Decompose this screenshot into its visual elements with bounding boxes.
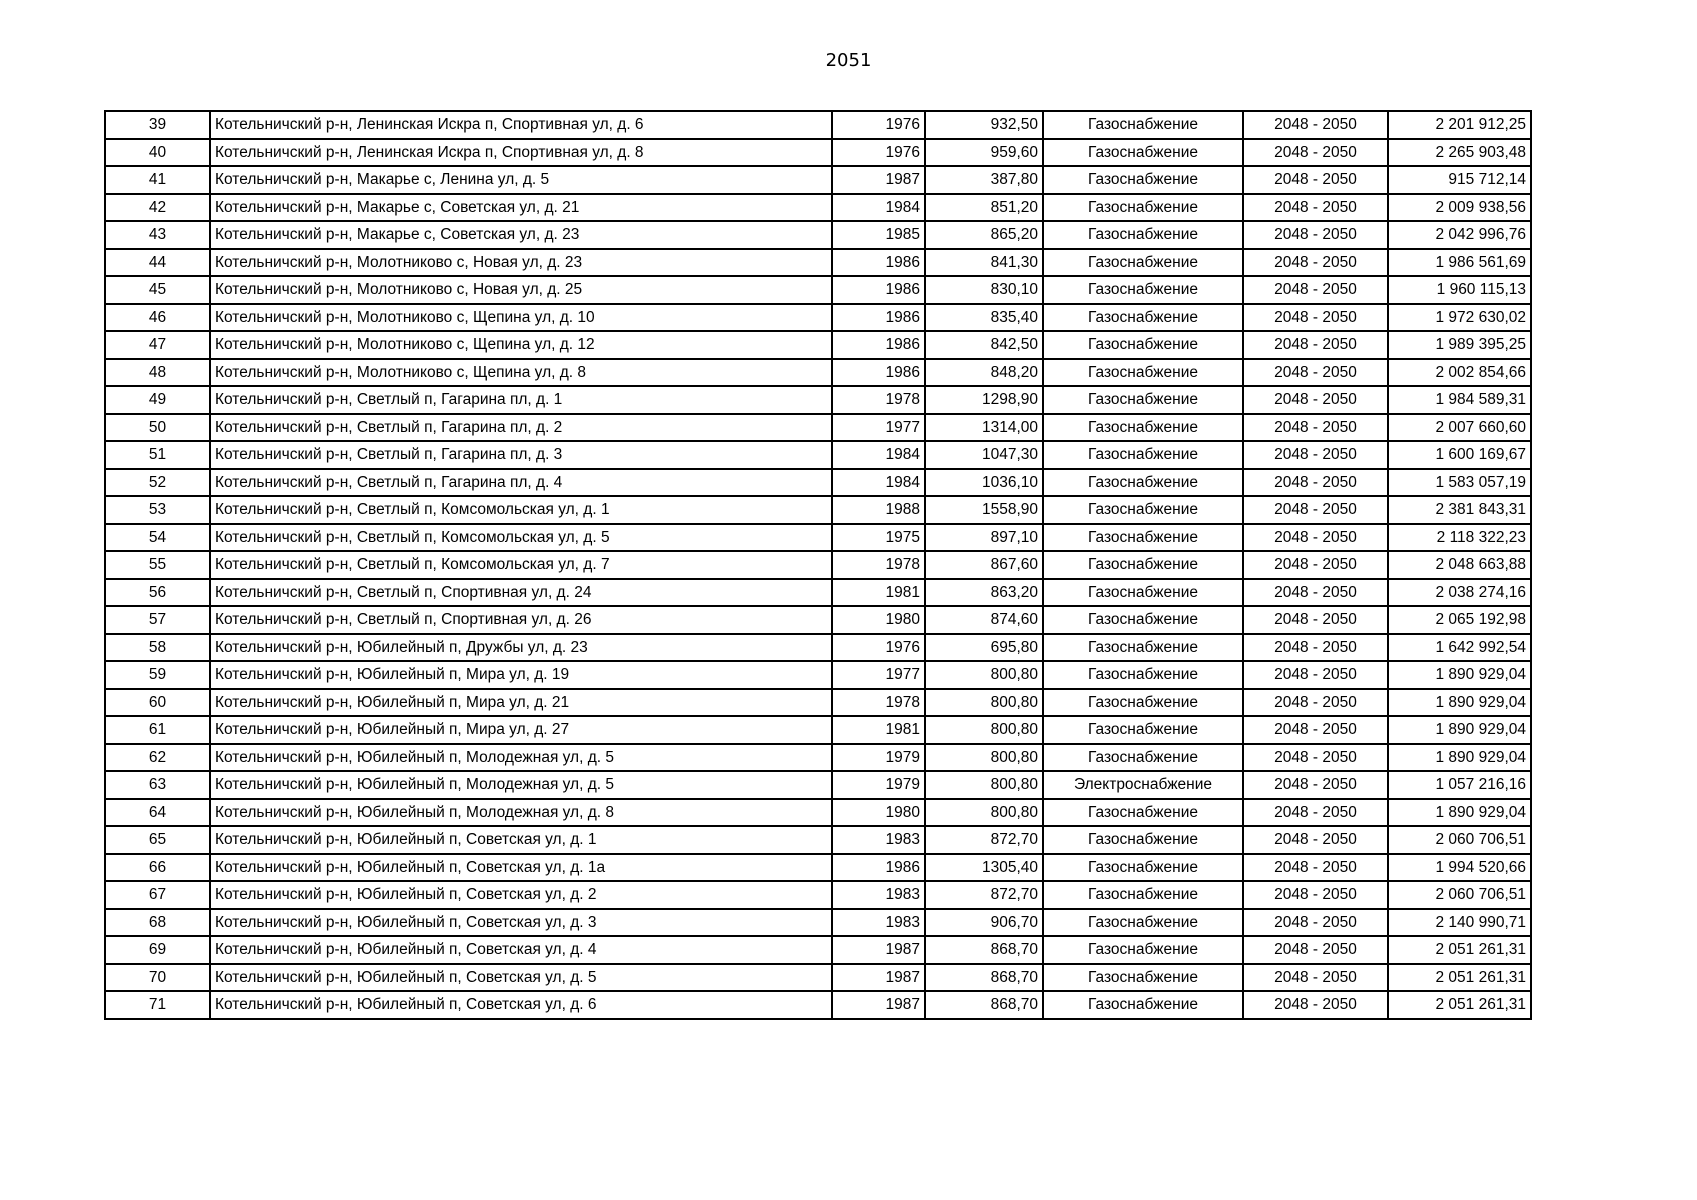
- period-cell: 2048 - 2050: [1243, 194, 1388, 222]
- cost-cell: 2 060 706,51: [1388, 881, 1531, 909]
- cost-cell: 1 890 929,04: [1388, 689, 1531, 717]
- year-cell: 1987: [832, 166, 925, 194]
- work-type-cell: Газоснабжение: [1043, 276, 1243, 304]
- work-type-cell: Газоснабжение: [1043, 991, 1243, 1019]
- address-cell: Котельничский р-н, Светлый п, Комсомольская ул, д. 5: [210, 524, 832, 552]
- period-cell: 2048 - 2050: [1243, 441, 1388, 469]
- year-cell: 1986: [832, 359, 925, 387]
- table-row: [105, 386, 1531, 414]
- row-number: 41: [105, 166, 210, 194]
- table-row: [105, 579, 1531, 607]
- row-number: 59: [105, 661, 210, 689]
- cost-cell: 1 057 216,16: [1388, 771, 1531, 799]
- period-cell: 2048 - 2050: [1243, 991, 1388, 1019]
- area-cell: 800,80: [925, 744, 1043, 772]
- cost-cell: 2 007 660,60: [1388, 414, 1531, 442]
- work-type-cell: Газоснабжение: [1043, 964, 1243, 992]
- area-cell: 835,40: [925, 304, 1043, 332]
- table-row: [105, 771, 1531, 799]
- table-row: [105, 964, 1531, 992]
- address-cell: Котельничский р-н, Молотниково с, Щепина ул, д. 8: [210, 359, 832, 387]
- year-cell: 1980: [832, 606, 925, 634]
- period-cell: 2048 - 2050: [1243, 634, 1388, 662]
- row-number: 56: [105, 579, 210, 607]
- row-number: 64: [105, 799, 210, 827]
- work-type-cell: Электроснабжение: [1043, 771, 1243, 799]
- area-cell: 800,80: [925, 661, 1043, 689]
- address-cell: Котельничский р-н, Юбилейный п, Мира ул, д. 19: [210, 661, 832, 689]
- area-cell: 865,20: [925, 221, 1043, 249]
- address-cell: Котельничский р-н, Молотниково с, Щепина ул, д. 10: [210, 304, 832, 332]
- work-type-cell: Газоснабжение: [1043, 909, 1243, 937]
- table-row: [105, 936, 1531, 964]
- row-number: 47: [105, 331, 210, 359]
- row-number: 66: [105, 854, 210, 882]
- work-type-cell: Газоснабжение: [1043, 661, 1243, 689]
- row-number: 44: [105, 249, 210, 277]
- year-cell: 1987: [832, 964, 925, 992]
- year-cell: 1983: [832, 881, 925, 909]
- address-cell: Котельничский р-н, Молотниково с, Щепина ул, д. 12: [210, 331, 832, 359]
- address-cell: Котельничский р-н, Светлый п, Комсомольская ул, д. 7: [210, 551, 832, 579]
- row-number: 52: [105, 469, 210, 497]
- year-cell: 1986: [832, 249, 925, 277]
- area-cell: 695,80: [925, 634, 1043, 662]
- period-cell: 2048 - 2050: [1243, 304, 1388, 332]
- cost-cell: 2 051 261,31: [1388, 936, 1531, 964]
- cost-cell: 1 583 057,19: [1388, 469, 1531, 497]
- table-row: [105, 304, 1531, 332]
- period-cell: 2048 - 2050: [1243, 166, 1388, 194]
- work-type-cell: Газоснабжение: [1043, 936, 1243, 964]
- row-number: 69: [105, 936, 210, 964]
- year-cell: 1978: [832, 551, 925, 579]
- page-number: 2051: [825, 50, 872, 71]
- work-type-cell: Газоснабжение: [1043, 166, 1243, 194]
- table-row: [105, 469, 1531, 497]
- cost-cell: 1 986 561,69: [1388, 249, 1531, 277]
- period-cell: 2048 - 2050: [1243, 331, 1388, 359]
- area-cell: 959,60: [925, 139, 1043, 167]
- period-cell: 2048 - 2050: [1243, 716, 1388, 744]
- area-cell: 868,70: [925, 991, 1043, 1019]
- address-cell: Котельничский р-н, Юбилейный п, Советская ул, д. 4: [210, 936, 832, 964]
- cost-cell: 915 712,14: [1388, 166, 1531, 194]
- table-row: [105, 331, 1531, 359]
- year-cell: 1986: [832, 854, 925, 882]
- address-cell: Котельничский р-н, Юбилейный п, Советская ул, д. 3: [210, 909, 832, 937]
- table-row: [105, 414, 1531, 442]
- year-cell: 1987: [832, 936, 925, 964]
- row-number: 53: [105, 496, 210, 524]
- address-cell: Котельничский р-н, Макарье с, Советская ул, д. 23: [210, 221, 832, 249]
- area-cell: 800,80: [925, 799, 1043, 827]
- address-cell: Котельничский р-н, Светлый п, Гагарина пл, д. 4: [210, 469, 832, 497]
- table-row: [105, 909, 1531, 937]
- work-type-cell: Газоснабжение: [1043, 826, 1243, 854]
- period-cell: 2048 - 2050: [1243, 469, 1388, 497]
- work-type-cell: Газоснабжение: [1043, 111, 1243, 139]
- cost-cell: 2 201 912,25: [1388, 111, 1531, 139]
- table-row: [105, 689, 1531, 717]
- period-cell: 2048 - 2050: [1243, 524, 1388, 552]
- period-cell: 2048 - 2050: [1243, 551, 1388, 579]
- table-row: [105, 441, 1531, 469]
- work-type-cell: Газоснабжение: [1043, 634, 1243, 662]
- row-number: 65: [105, 826, 210, 854]
- table-row: [105, 606, 1531, 634]
- area-cell: 872,70: [925, 881, 1043, 909]
- work-type-cell: Газоснабжение: [1043, 359, 1243, 387]
- address-cell: Котельничский р-н, Юбилейный п, Молодежная ул, д. 8: [210, 799, 832, 827]
- address-cell: Котельничский р-н, Светлый п, Гагарина пл, д. 1: [210, 386, 832, 414]
- address-cell: Котельничский р-н, Юбилейный п, Молодежная ул, д. 5: [210, 771, 832, 799]
- table-row: [105, 194, 1531, 222]
- cost-cell: 1 994 520,66: [1388, 854, 1531, 882]
- table-row: [105, 111, 1531, 139]
- row-number: 61: [105, 716, 210, 744]
- row-number: 57: [105, 606, 210, 634]
- table-row: [105, 661, 1531, 689]
- cost-cell: 1 972 630,02: [1388, 304, 1531, 332]
- cost-cell: 1 642 992,54: [1388, 634, 1531, 662]
- cost-cell: 1 890 929,04: [1388, 799, 1531, 827]
- work-type-cell: Газоснабжение: [1043, 881, 1243, 909]
- work-type-cell: Газоснабжение: [1043, 386, 1243, 414]
- address-cell: Котельничский р-н, Молотниково с, Новая ул, д. 25: [210, 276, 832, 304]
- address-cell: Котельничский р-н, Юбилейный п, Дружбы ул, д. 23: [210, 634, 832, 662]
- row-number: 48: [105, 359, 210, 387]
- work-type-cell: Газоснабжение: [1043, 689, 1243, 717]
- work-type-cell: Газоснабжение: [1043, 496, 1243, 524]
- period-cell: 2048 - 2050: [1243, 661, 1388, 689]
- period-cell: 2048 - 2050: [1243, 744, 1388, 772]
- table-row: [105, 276, 1531, 304]
- row-number: 68: [105, 909, 210, 937]
- period-cell: 2048 - 2050: [1243, 496, 1388, 524]
- period-cell: 2048 - 2050: [1243, 221, 1388, 249]
- period-cell: 2048 - 2050: [1243, 386, 1388, 414]
- work-type-cell: Газоснабжение: [1043, 551, 1243, 579]
- table-row: [105, 854, 1531, 882]
- period-cell: 2048 - 2050: [1243, 936, 1388, 964]
- cost-cell: 2 042 996,76: [1388, 221, 1531, 249]
- address-cell: Котельничский р-н, Юбилейный п, Советская ул, д. 1: [210, 826, 832, 854]
- area-cell: 906,70: [925, 909, 1043, 937]
- year-cell: 1984: [832, 441, 925, 469]
- row-number: 71: [105, 991, 210, 1019]
- address-cell: Котельничский р-н, Юбилейный п, Молодежная ул, д. 5: [210, 744, 832, 772]
- address-cell: Котельничский р-н, Юбилейный п, Мира ул, д. 27: [210, 716, 832, 744]
- year-cell: 1976: [832, 111, 925, 139]
- period-cell: 2048 - 2050: [1243, 826, 1388, 854]
- table-row: [105, 524, 1531, 552]
- cost-cell: 2 265 903,48: [1388, 139, 1531, 167]
- period-cell: 2048 - 2050: [1243, 689, 1388, 717]
- cost-cell: 2 038 274,16: [1388, 579, 1531, 607]
- table-row: [105, 826, 1531, 854]
- work-type-cell: Газоснабжение: [1043, 716, 1243, 744]
- table-row: [105, 496, 1531, 524]
- area-cell: 1314,00: [925, 414, 1043, 442]
- address-cell: Котельничский р-н, Светлый п, Комсомольская ул, д. 1: [210, 496, 832, 524]
- work-type-cell: Газоснабжение: [1043, 249, 1243, 277]
- work-type-cell: Газоснабжение: [1043, 469, 1243, 497]
- address-cell: Котельничский р-н, Юбилейный п, Советская ул, д. 2: [210, 881, 832, 909]
- row-number: 50: [105, 414, 210, 442]
- period-cell: 2048 - 2050: [1243, 414, 1388, 442]
- year-cell: 1986: [832, 304, 925, 332]
- work-type-cell: Газоснабжение: [1043, 441, 1243, 469]
- area-cell: 932,50: [925, 111, 1043, 139]
- cost-cell: 2 060 706,51: [1388, 826, 1531, 854]
- address-cell: Котельничский р-н, Светлый п, Гагарина пл, д. 3: [210, 441, 832, 469]
- work-type-cell: Газоснабжение: [1043, 331, 1243, 359]
- address-cell: Котельничский р-н, Светлый п, Спортивная ул, д. 26: [210, 606, 832, 634]
- cost-cell: 1 984 589,31: [1388, 386, 1531, 414]
- year-cell: 1976: [832, 139, 925, 167]
- year-cell: 1977: [832, 661, 925, 689]
- year-cell: 1981: [832, 716, 925, 744]
- cost-cell: 2 009 938,56: [1388, 194, 1531, 222]
- row-number: 39: [105, 111, 210, 139]
- year-cell: 1988: [832, 496, 925, 524]
- table-row: [105, 551, 1531, 579]
- cost-cell: 1 890 929,04: [1388, 716, 1531, 744]
- address-cell: Котельничский р-н, Макарье с, Ленина ул, д. 5: [210, 166, 832, 194]
- year-cell: 1981: [832, 579, 925, 607]
- period-cell: 2048 - 2050: [1243, 606, 1388, 634]
- year-cell: 1984: [832, 469, 925, 497]
- table-row: [105, 744, 1531, 772]
- year-cell: 1979: [832, 771, 925, 799]
- table-row: [105, 249, 1531, 277]
- row-number: 70: [105, 964, 210, 992]
- work-type-cell: Газоснабжение: [1043, 524, 1243, 552]
- work-type-cell: Газоснабжение: [1043, 221, 1243, 249]
- cost-cell: 2 381 843,31: [1388, 496, 1531, 524]
- cost-cell: 1 890 929,04: [1388, 744, 1531, 772]
- year-cell: 1975: [832, 524, 925, 552]
- period-cell: 2048 - 2050: [1243, 249, 1388, 277]
- work-type-cell: Газоснабжение: [1043, 744, 1243, 772]
- cost-cell: 2 051 261,31: [1388, 991, 1531, 1019]
- period-cell: 2048 - 2050: [1243, 579, 1388, 607]
- area-cell: 1036,10: [925, 469, 1043, 497]
- area-cell: 1047,30: [925, 441, 1043, 469]
- year-cell: 1985: [832, 221, 925, 249]
- area-cell: 1558,90: [925, 496, 1043, 524]
- period-cell: 2048 - 2050: [1243, 359, 1388, 387]
- address-cell: Котельничский р-н, Светлый п, Спортивная ул, д. 24: [210, 579, 832, 607]
- buildings-table: [104, 110, 1532, 1020]
- row-number: 55: [105, 551, 210, 579]
- period-cell: 2048 - 2050: [1243, 909, 1388, 937]
- year-cell: 1978: [832, 689, 925, 717]
- table-row: [105, 634, 1531, 662]
- year-cell: 1976: [832, 634, 925, 662]
- row-number: 62: [105, 744, 210, 772]
- work-type-cell: Газоснабжение: [1043, 799, 1243, 827]
- period-cell: 2048 - 2050: [1243, 964, 1388, 992]
- table-row: [105, 991, 1531, 1019]
- row-number: 40: [105, 139, 210, 167]
- row-number: 46: [105, 304, 210, 332]
- address-cell: Котельничский р-н, Юбилейный п, Советская ул, д. 6: [210, 991, 832, 1019]
- period-cell: 2048 - 2050: [1243, 771, 1388, 799]
- address-cell: Котельничский р-н, Юбилейный п, Советская ул, д. 5: [210, 964, 832, 992]
- year-cell: 1978: [832, 386, 925, 414]
- cost-cell: 2 002 854,66: [1388, 359, 1531, 387]
- year-cell: 1986: [832, 331, 925, 359]
- work-type-cell: Газоснабжение: [1043, 854, 1243, 882]
- area-cell: 1298,90: [925, 386, 1043, 414]
- table-row: [105, 716, 1531, 744]
- table-row: [105, 881, 1531, 909]
- work-type-cell: Газоснабжение: [1043, 304, 1243, 332]
- row-number: 42: [105, 194, 210, 222]
- table-body: [105, 111, 1531, 1019]
- area-cell: 842,50: [925, 331, 1043, 359]
- address-cell: Котельничский р-н, Ленинская Искра п, Спортивная ул, д. 8: [210, 139, 832, 167]
- year-cell: 1977: [832, 414, 925, 442]
- area-cell: 800,80: [925, 689, 1043, 717]
- address-cell: Котельничский р-н, Ленинская Искра п, Спортивная ул, д. 6: [210, 111, 832, 139]
- year-cell: 1987: [832, 991, 925, 1019]
- year-cell: 1979: [832, 744, 925, 772]
- area-cell: 872,70: [925, 826, 1043, 854]
- year-cell: 1980: [832, 799, 925, 827]
- row-number: 51: [105, 441, 210, 469]
- area-cell: 851,20: [925, 194, 1043, 222]
- cost-cell: 1 890 929,04: [1388, 661, 1531, 689]
- row-number: 45: [105, 276, 210, 304]
- area-cell: 868,70: [925, 936, 1043, 964]
- row-number: 58: [105, 634, 210, 662]
- period-cell: 2048 - 2050: [1243, 139, 1388, 167]
- cost-cell: 2 051 261,31: [1388, 964, 1531, 992]
- period-cell: 2048 - 2050: [1243, 111, 1388, 139]
- area-cell: 897,10: [925, 524, 1043, 552]
- row-number: 43: [105, 221, 210, 249]
- table-row: [105, 166, 1531, 194]
- work-type-cell: Газоснабжение: [1043, 579, 1243, 607]
- area-cell: 841,30: [925, 249, 1043, 277]
- area-cell: 863,20: [925, 579, 1043, 607]
- cost-cell: 2 118 322,23: [1388, 524, 1531, 552]
- period-cell: 2048 - 2050: [1243, 276, 1388, 304]
- work-type-cell: Газоснабжение: [1043, 414, 1243, 442]
- row-number: 67: [105, 881, 210, 909]
- work-type-cell: Газоснабжение: [1043, 194, 1243, 222]
- area-cell: 830,10: [925, 276, 1043, 304]
- address-cell: Котельничский р-н, Макарье с, Советская ул, д. 21: [210, 194, 832, 222]
- row-number: 60: [105, 689, 210, 717]
- address-cell: Котельничский р-н, Юбилейный п, Советская ул, д. 1а: [210, 854, 832, 882]
- year-cell: 1984: [832, 194, 925, 222]
- cost-cell: 1 600 169,67: [1388, 441, 1531, 469]
- row-number: 49: [105, 386, 210, 414]
- area-cell: 800,80: [925, 771, 1043, 799]
- area-cell: 387,80: [925, 166, 1043, 194]
- period-cell: 2048 - 2050: [1243, 799, 1388, 827]
- row-number: 63: [105, 771, 210, 799]
- area-cell: 867,60: [925, 551, 1043, 579]
- cost-cell: 1 960 115,13: [1388, 276, 1531, 304]
- table-row: [105, 359, 1531, 387]
- area-cell: 1305,40: [925, 854, 1043, 882]
- address-cell: Котельничский р-н, Юбилейный п, Мира ул, д. 21: [210, 689, 832, 717]
- period-cell: 2048 - 2050: [1243, 854, 1388, 882]
- cost-cell: 2 065 192,98: [1388, 606, 1531, 634]
- table-row: [105, 139, 1531, 167]
- address-cell: Котельничский р-н, Молотниково с, Новая ул, д. 23: [210, 249, 832, 277]
- address-cell: Котельничский р-н, Светлый п, Гагарина пл, д. 2: [210, 414, 832, 442]
- area-cell: 868,70: [925, 964, 1043, 992]
- cost-cell: 1 989 395,25: [1388, 331, 1531, 359]
- work-type-cell: Газоснабжение: [1043, 606, 1243, 634]
- year-cell: 1986: [832, 276, 925, 304]
- period-cell: 2048 - 2050: [1243, 881, 1388, 909]
- cost-cell: 2 048 663,88: [1388, 551, 1531, 579]
- area-cell: 848,20: [925, 359, 1043, 387]
- area-cell: 800,80: [925, 716, 1043, 744]
- cost-cell: 2 140 990,71: [1388, 909, 1531, 937]
- row-number: 54: [105, 524, 210, 552]
- year-cell: 1983: [832, 826, 925, 854]
- year-cell: 1983: [832, 909, 925, 937]
- work-type-cell: Газоснабжение: [1043, 139, 1243, 167]
- area-cell: 874,60: [925, 606, 1043, 634]
- table-row: [105, 799, 1531, 827]
- table-row: [105, 221, 1531, 249]
